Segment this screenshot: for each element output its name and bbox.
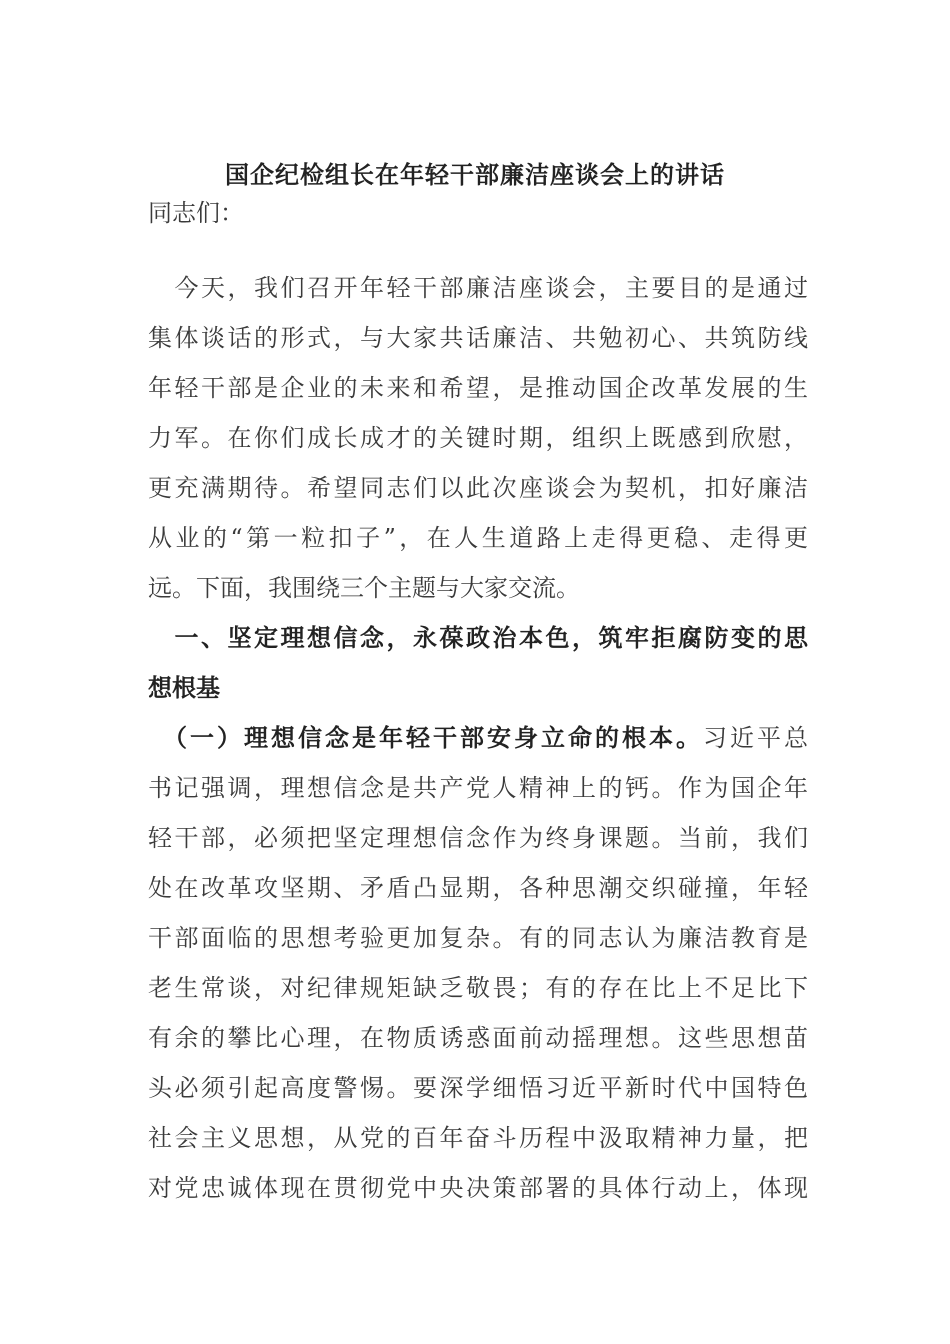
subsection-heading: （一）理想信念是年轻干部安身立命的根本。 [148,723,703,752]
greeting: 同志们： [148,199,244,227]
body-line: 力军。在你们成长成才的关键时期，组织上既感到欣慰， [148,424,808,452]
body-line: 集体谈话的形式，与大家共话廉洁、共勉初心、共筑防线 [148,324,808,352]
body-line: 对党忠诚体现在贯彻党中央决策部署的具体行动上，体现 [148,1174,808,1202]
body-line: 今天，我们召开年轻干部廉洁座谈会，主要目的是通过 [148,274,808,302]
document-title: 国企纪检组长在年轻干部廉洁座谈会上的讲话 [225,160,725,189]
body-line: 干部面临的思想考验更加复杂。有的同志认为廉洁教育是 [148,924,808,952]
body-line: 社会主义思想，从党的百年奋斗历程中汲取精神力量，把 [148,1124,808,1152]
section-heading: 想根基 [148,673,220,702]
body-line: 有余的攀比心理，在物质诱惑面前动摇理想。这些思想苗 [148,1024,808,1052]
subsection-text: 习近平总 [703,724,808,752]
body-line: 处在改革攻坚期、矛盾凸显期，各种思潮交织碰撞，年轻 [148,874,808,902]
body-line: 远。下面，我围绕三个主题与大家交流。 [148,574,580,602]
body-line: 老生常谈，对纪律规矩缺乏敬畏；有的存在比上不足比下 [148,974,808,1002]
subsection-line [148,720,808,756]
body-line: 更充满期待。希望同志们以此次座谈会为契机，扣好廉洁 [148,474,808,502]
body-line: 从业的“第一粒扣子”，在人生道路上走得更稳、走得更 [148,524,808,552]
body-line: 头必须引起高度警惕。要深学细悟习近平新时代中国特色 [148,1074,808,1102]
section-heading: 一、坚定理想信念，永葆政治本色，筑牢拒腐防变的思 [148,623,808,652]
body-line: 书记强调，理想信念是共产党人精神上的钙。作为国企年 [148,774,808,802]
body-line: 年轻干部是企业的未来和希望，是推动国企改革发展的生 [148,374,808,402]
body-line: 轻干部，必须把坚定理想信念作为终身课题。当前，我们 [148,824,808,852]
